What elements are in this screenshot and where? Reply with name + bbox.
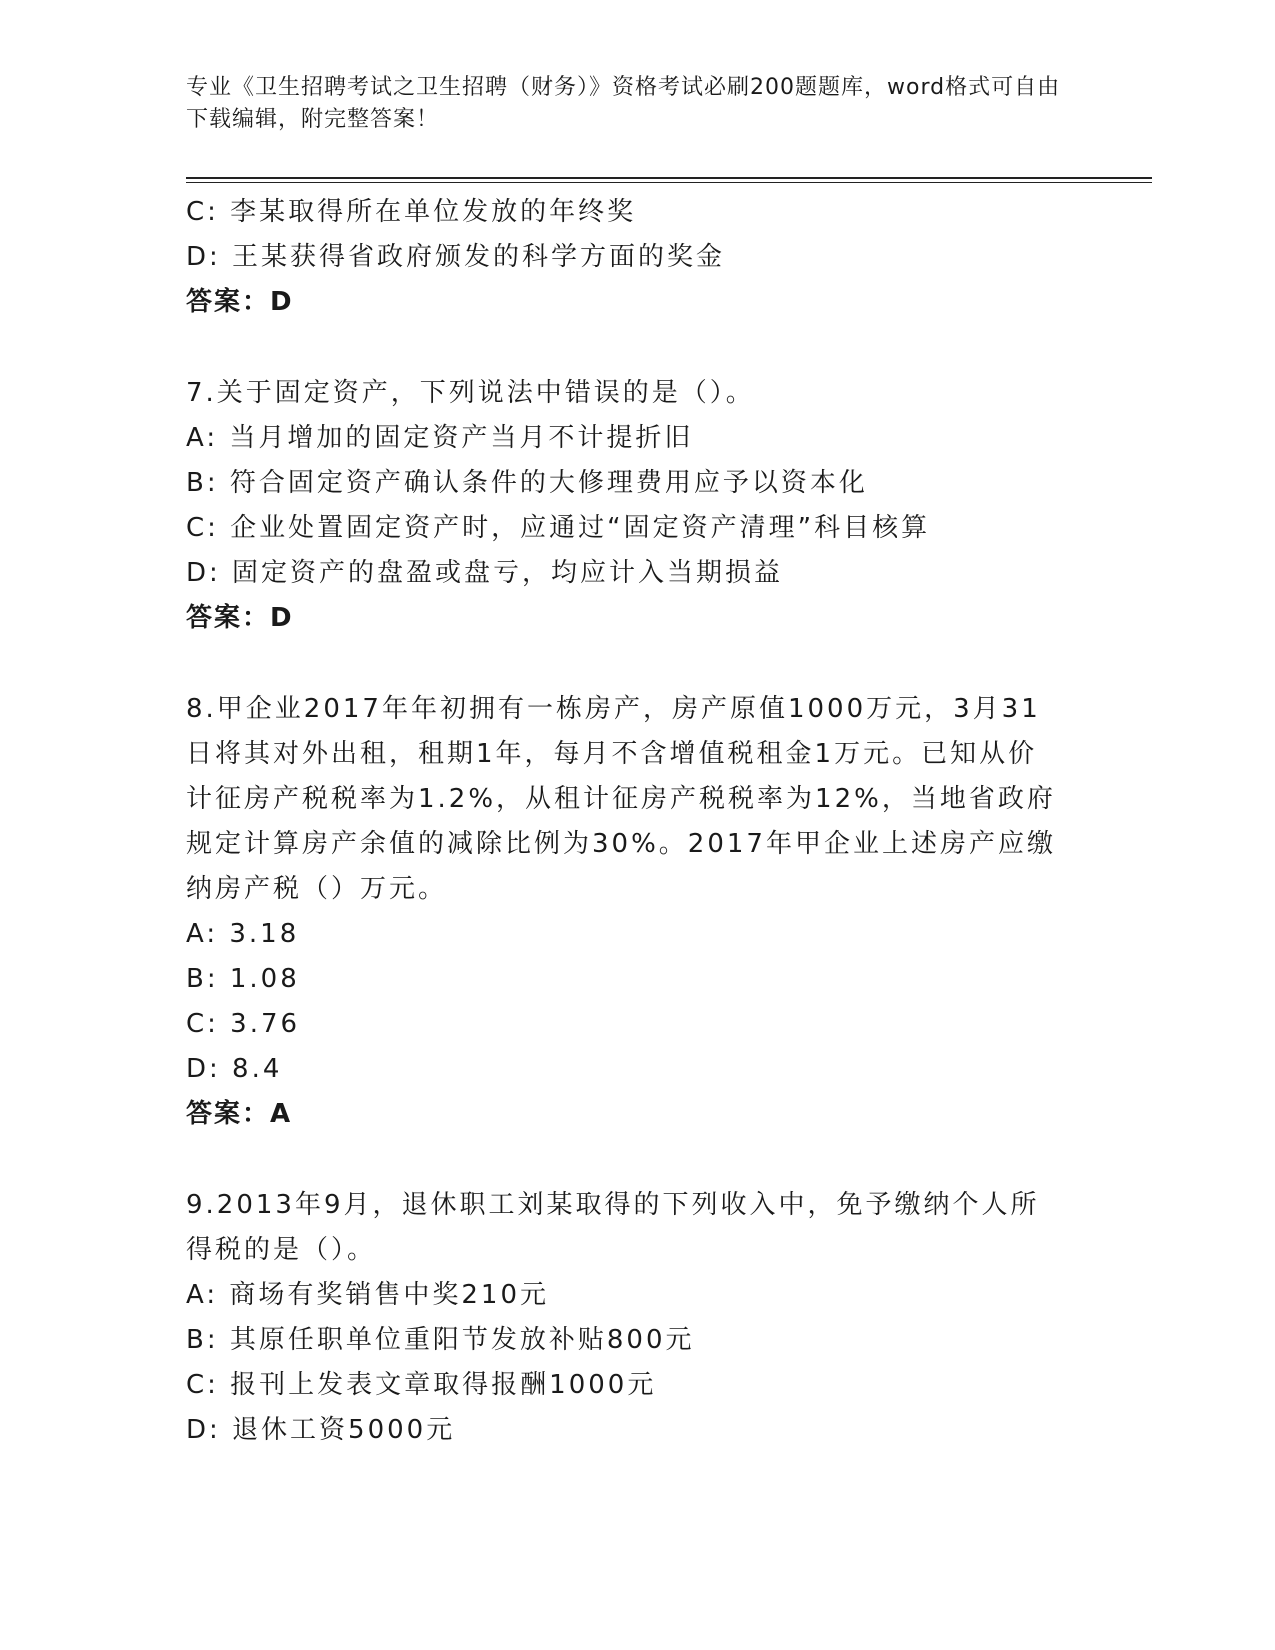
option-d: D: 固定资产的盘盈或盘亏，均应计入当期损益 xyxy=(186,558,784,588)
answer-label: 答案：A xyxy=(186,1099,293,1129)
option-a: A: 商场有奖销售中奖210元 xyxy=(186,1280,549,1310)
question-text: 9.2013年9月，退休职工刘某取得的下列收入中，免予缴纳个人所得税的是（）。 xyxy=(186,1190,1040,1265)
header-divider-thin xyxy=(186,182,1152,183)
question-6-tail xyxy=(186,190,1066,325)
header-divider-thick xyxy=(186,177,1152,179)
question-9 xyxy=(186,1183,1066,1453)
answer-label: 答案：D xyxy=(186,603,294,633)
question-7 xyxy=(186,371,1066,641)
option-d: D: 8.4 xyxy=(186,1054,283,1084)
question-8 xyxy=(186,687,1066,1137)
document-header: 专业《卫生招聘考试之卫生招聘（财务）》资格考试必刷200题题库，word格式可自由下载编辑，附完整答案！ xyxy=(186,75,1061,132)
question-text: 7.关于固定资产，下列说法中错误的是（）。 xyxy=(186,378,755,408)
option-c: C: 李某取得所在单位发放的年终奖 xyxy=(186,197,637,227)
spacer xyxy=(186,1137,1066,1183)
question-text: 8.甲企业2017年年初拥有一栋房产，房产原值1000万元，3月31日将其对外出租，租期1年，每月不含增值税租金1万元。已知从价计征房产税税率为1.2%，从租计征房产税税率为12%，当地省政府规定计算房产余值的减除比例为30%。2017年甲企业上述房产应缴纳房产税（）万元。 xyxy=(186,694,1056,904)
spacer xyxy=(186,641,1066,687)
option-c: C: 报刊上发表文章取得报酬1000元 xyxy=(186,1370,657,1400)
spacer xyxy=(186,325,1066,371)
option-a: A: 3.18 xyxy=(186,919,300,949)
option-a: A: 当月增加的固定资产当月不计提折旧 xyxy=(186,423,694,453)
question-content xyxy=(186,190,1066,1453)
option-c: C: 3.76 xyxy=(186,1009,301,1039)
option-d: D: 退休工资5000元 xyxy=(186,1415,456,1445)
option-b: B: 1.08 xyxy=(186,964,300,994)
option-b: B: 符合固定资产确认条件的大修理费用应予以资本化 xyxy=(186,468,868,498)
answer-label: 答案：D xyxy=(186,287,294,317)
option-b: B: 其原任职单位重阳节发放补贴800元 xyxy=(186,1325,695,1355)
option-d: D: 王某获得省政府颁发的科学方面的奖金 xyxy=(186,242,726,272)
option-c: C: 企业处置固定资产时，应通过“固定资产清理”科目核算 xyxy=(186,513,931,543)
